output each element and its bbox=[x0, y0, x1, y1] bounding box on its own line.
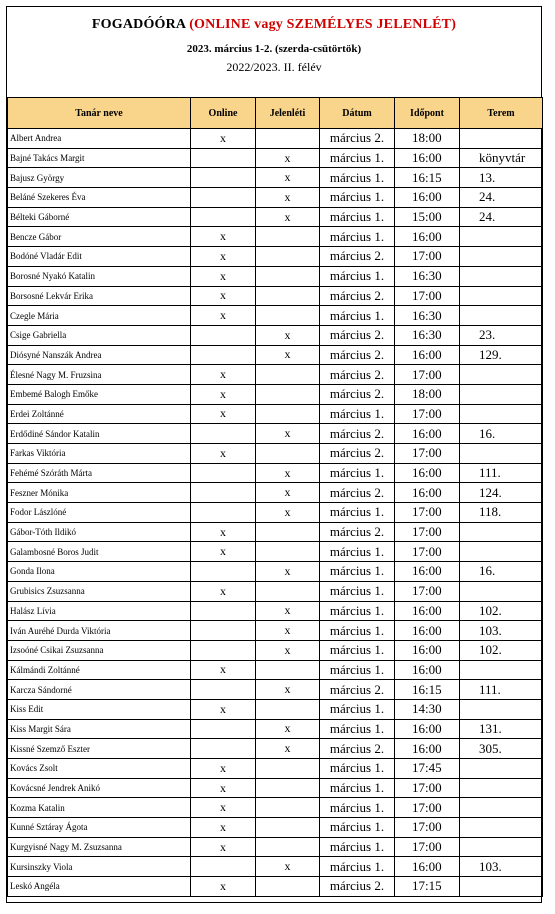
cell-name: Fodor Lászlóné bbox=[8, 503, 191, 523]
cell-room: 305. bbox=[460, 739, 543, 759]
cell-presence: x bbox=[256, 148, 320, 168]
cell-room bbox=[460, 365, 543, 385]
cell-time: 16:00 bbox=[395, 857, 460, 877]
cell-online: x bbox=[191, 306, 256, 326]
cell-room bbox=[460, 247, 543, 267]
cell-room bbox=[460, 227, 543, 247]
cell-time: 16:30 bbox=[395, 266, 460, 286]
cell-date: március 2. bbox=[320, 877, 395, 897]
cell-online: x bbox=[191, 247, 256, 267]
cell-presence: x bbox=[256, 188, 320, 208]
table-row bbox=[8, 778, 543, 798]
cell-room: 24. bbox=[460, 207, 543, 227]
cell-time: 16:00 bbox=[395, 640, 460, 660]
cell-name: Kursinszky Viola bbox=[8, 857, 191, 877]
cell-room: 23. bbox=[460, 325, 543, 345]
table-row bbox=[8, 522, 543, 542]
cell-time: 17:00 bbox=[395, 247, 460, 267]
cell-date: március 2. bbox=[320, 680, 395, 700]
cell-room: 131. bbox=[460, 719, 543, 739]
cell-date: március 1. bbox=[320, 640, 395, 660]
cell-date: március 1. bbox=[320, 266, 395, 286]
cell-room bbox=[460, 778, 543, 798]
table-row bbox=[8, 542, 543, 562]
cell-date: március 2. bbox=[320, 129, 395, 149]
cell-online: x bbox=[191, 699, 256, 719]
cell-room: 118. bbox=[460, 503, 543, 523]
table-row bbox=[8, 463, 543, 483]
cell-time: 16:00 bbox=[395, 463, 460, 483]
cell-online: x bbox=[191, 818, 256, 838]
cell-date: március 1. bbox=[320, 759, 395, 779]
table-row bbox=[8, 660, 543, 680]
cell-room: 13. bbox=[460, 168, 543, 188]
cell-room: 102. bbox=[460, 601, 543, 621]
cell-date: március 1. bbox=[320, 148, 395, 168]
cell-name: Borosné Nyakó Katalin bbox=[8, 266, 191, 286]
cell-presence bbox=[256, 522, 320, 542]
cell-time: 18:00 bbox=[395, 384, 460, 404]
cell-presence bbox=[256, 759, 320, 779]
cell-date: március 1. bbox=[320, 542, 395, 562]
cell-room: 103. bbox=[460, 857, 543, 877]
cell-online bbox=[191, 325, 256, 345]
cell-name: Farkas Viktória bbox=[8, 444, 191, 464]
cell-name: Bodóné Vladár Edit bbox=[8, 247, 191, 267]
cell-name: Kiss Margit Sára bbox=[8, 719, 191, 739]
cell-time: 16:00 bbox=[395, 424, 460, 444]
cell-name: Embemé Balogh Emőke bbox=[8, 384, 191, 404]
cell-room bbox=[460, 759, 543, 779]
cell-presence: x bbox=[256, 680, 320, 700]
table-row bbox=[8, 129, 543, 149]
cell-room: 124. bbox=[460, 483, 543, 503]
cell-time: 17:00 bbox=[395, 503, 460, 523]
cell-online: x bbox=[191, 542, 256, 562]
cell-online bbox=[191, 148, 256, 168]
cell-online bbox=[191, 719, 256, 739]
cell-room bbox=[460, 306, 543, 326]
cell-name: Albert Andrea bbox=[8, 129, 191, 149]
cell-room: 111. bbox=[460, 680, 543, 700]
cell-date: március 1. bbox=[320, 463, 395, 483]
cell-online: x bbox=[191, 227, 256, 247]
cell-room: könyvtár bbox=[460, 148, 543, 168]
table-row bbox=[8, 325, 543, 345]
cell-date: március 2. bbox=[320, 325, 395, 345]
table-row bbox=[8, 168, 543, 188]
cell-time: 17:00 bbox=[395, 818, 460, 838]
cell-online: x bbox=[191, 286, 256, 306]
cell-presence bbox=[256, 778, 320, 798]
cell-name: Kunné Sztáray Ágota bbox=[8, 818, 191, 838]
cell-online bbox=[191, 640, 256, 660]
cell-date: március 1. bbox=[320, 798, 395, 818]
cell-time: 16:00 bbox=[395, 660, 460, 680]
table-row bbox=[8, 266, 543, 286]
cell-presence bbox=[256, 660, 320, 680]
cell-date: március 1. bbox=[320, 207, 395, 227]
page-title bbox=[7, 7, 541, 33]
cell-room: 103. bbox=[460, 621, 543, 641]
cell-name: Kissné Szemző Eszter bbox=[8, 739, 191, 759]
cell-time: 17:45 bbox=[395, 759, 460, 779]
cell-presence bbox=[256, 837, 320, 857]
cell-room: 24. bbox=[460, 188, 543, 208]
cell-presence bbox=[256, 699, 320, 719]
col-header-name: Tanár neve bbox=[8, 98, 191, 129]
cell-name: Bajné Takács Margit bbox=[8, 148, 191, 168]
cell-name: Izsoóné Csikai Zsuzsanna bbox=[8, 640, 191, 660]
cell-presence bbox=[256, 266, 320, 286]
cell-date: március 1. bbox=[320, 227, 395, 247]
cell-presence: x bbox=[256, 739, 320, 759]
cell-name: Kovácsné Jendrek Anikó bbox=[8, 778, 191, 798]
cell-presence: x bbox=[256, 345, 320, 365]
cell-time: 17:00 bbox=[395, 522, 460, 542]
cell-online: x bbox=[191, 798, 256, 818]
cell-presence bbox=[256, 542, 320, 562]
cell-presence: x bbox=[256, 857, 320, 877]
cell-online bbox=[191, 601, 256, 621]
cell-name: Borsosné Lekvár Erika bbox=[8, 286, 191, 306]
col-header-time: Időpont bbox=[395, 98, 460, 129]
cell-time: 16:15 bbox=[395, 168, 460, 188]
cell-name: Bajusz György bbox=[8, 168, 191, 188]
cell-online bbox=[191, 207, 256, 227]
table-row bbox=[8, 798, 543, 818]
table-row bbox=[8, 581, 543, 601]
table-row bbox=[8, 503, 543, 523]
cell-room bbox=[460, 699, 543, 719]
cell-date: március 2. bbox=[320, 424, 395, 444]
cell-room bbox=[460, 384, 543, 404]
cell-room bbox=[460, 798, 543, 818]
cell-online: x bbox=[191, 660, 256, 680]
cell-date: március 1. bbox=[320, 188, 395, 208]
cell-date: március 2. bbox=[320, 483, 395, 503]
cell-online bbox=[191, 857, 256, 877]
table-row bbox=[8, 699, 543, 719]
cell-room: 111. bbox=[460, 463, 543, 483]
cell-presence bbox=[256, 444, 320, 464]
table-row bbox=[8, 857, 543, 877]
cell-time: 16:00 bbox=[395, 719, 460, 739]
cell-name: Kálmándi Zoltánné bbox=[8, 660, 191, 680]
cell-room bbox=[460, 266, 543, 286]
cell-online: x bbox=[191, 837, 256, 857]
cell-time: 16:15 bbox=[395, 680, 460, 700]
cell-presence bbox=[256, 384, 320, 404]
table-row bbox=[8, 719, 543, 739]
cell-time: 16:00 bbox=[395, 345, 460, 365]
cell-time: 16:00 bbox=[395, 483, 460, 503]
cell-time: 17:00 bbox=[395, 365, 460, 385]
cell-presence: x bbox=[256, 601, 320, 621]
cell-room bbox=[460, 444, 543, 464]
cell-date: március 1. bbox=[320, 857, 395, 877]
cell-date: március 1. bbox=[320, 503, 395, 523]
cell-online bbox=[191, 483, 256, 503]
cell-date: március 1. bbox=[320, 306, 395, 326]
cell-room bbox=[460, 286, 543, 306]
table-row bbox=[8, 601, 543, 621]
table-row bbox=[8, 444, 543, 464]
cell-presence bbox=[256, 404, 320, 424]
table-row bbox=[8, 483, 543, 503]
col-header-online: Online bbox=[191, 98, 256, 129]
table-row bbox=[8, 404, 543, 424]
date-range: 2023. március 1-2. (szerda-csütörtök) bbox=[186, 43, 362, 55]
cell-name: Gonda Ilona bbox=[8, 562, 191, 582]
cell-date: március 1. bbox=[320, 837, 395, 857]
cell-time: 16:00 bbox=[395, 188, 460, 208]
cell-room bbox=[460, 581, 543, 601]
cell-time: 17:00 bbox=[395, 542, 460, 562]
cell-online: x bbox=[191, 129, 256, 149]
cell-time: 17:00 bbox=[395, 837, 460, 857]
cell-presence bbox=[256, 306, 320, 326]
cell-online: x bbox=[191, 365, 256, 385]
cell-online bbox=[191, 503, 256, 523]
table-row bbox=[8, 227, 543, 247]
cell-online: x bbox=[191, 522, 256, 542]
cell-room bbox=[460, 660, 543, 680]
cell-date: március 2. bbox=[320, 522, 395, 542]
sheet-header bbox=[7, 7, 541, 97]
cell-presence: x bbox=[256, 621, 320, 641]
schedule-sheet bbox=[6, 6, 542, 903]
cell-presence: x bbox=[256, 168, 320, 188]
cell-time: 18:00 bbox=[395, 129, 460, 149]
cell-presence: x bbox=[256, 719, 320, 739]
cell-name: Élesné Nagy M. Fruzsina bbox=[8, 365, 191, 385]
cell-date: március 1. bbox=[320, 778, 395, 798]
cell-name: Gábor-Tóth Ildikó bbox=[8, 522, 191, 542]
cell-name: Kovács Zsolt bbox=[8, 759, 191, 779]
cell-room bbox=[460, 877, 543, 897]
cell-date: március 1. bbox=[320, 818, 395, 838]
cell-presence bbox=[256, 227, 320, 247]
table-row bbox=[8, 188, 543, 208]
cell-room: 16. bbox=[460, 562, 543, 582]
cell-time: 16:30 bbox=[395, 325, 460, 345]
cell-online bbox=[191, 739, 256, 759]
cell-date: március 2. bbox=[320, 345, 395, 365]
col-header-date: Dátum bbox=[320, 98, 395, 129]
table-row bbox=[8, 286, 543, 306]
cell-time: 16:00 bbox=[395, 601, 460, 621]
cell-presence: x bbox=[256, 562, 320, 582]
cell-date: március 2. bbox=[320, 739, 395, 759]
cell-time: 16:00 bbox=[395, 739, 460, 759]
cell-online bbox=[191, 424, 256, 444]
col-header-presence: Jelenléti bbox=[256, 98, 320, 129]
cell-date: március 1. bbox=[320, 581, 395, 601]
table-row bbox=[8, 247, 543, 267]
cell-time: 17:00 bbox=[395, 798, 460, 818]
table-row bbox=[8, 621, 543, 641]
cell-room: 16. bbox=[460, 424, 543, 444]
cell-online bbox=[191, 188, 256, 208]
cell-date: március 1. bbox=[320, 719, 395, 739]
cell-presence bbox=[256, 581, 320, 601]
cell-name: Kiss Edit bbox=[8, 699, 191, 719]
table-row bbox=[8, 148, 543, 168]
semester-label: 2022/2023. II. félév bbox=[226, 60, 322, 74]
table-row bbox=[8, 365, 543, 385]
cell-time: 16:00 bbox=[395, 621, 460, 641]
cell-date: március 1. bbox=[320, 601, 395, 621]
table-row bbox=[8, 384, 543, 404]
title-main: FOGADÓÓRA bbox=[91, 17, 186, 32]
cell-online bbox=[191, 345, 256, 365]
cell-date: március 1. bbox=[320, 699, 395, 719]
cell-online bbox=[191, 562, 256, 582]
cell-name: Csige Gabriella bbox=[8, 325, 191, 345]
table-row bbox=[8, 759, 543, 779]
cell-presence: x bbox=[256, 207, 320, 227]
table-row bbox=[8, 837, 543, 857]
cell-date: március 1. bbox=[320, 660, 395, 680]
table-row bbox=[8, 345, 543, 365]
cell-presence bbox=[256, 877, 320, 897]
cell-online: x bbox=[191, 384, 256, 404]
cell-time: 17:00 bbox=[395, 286, 460, 306]
cell-name: Halász Lívia bbox=[8, 601, 191, 621]
cell-time: 17:00 bbox=[395, 444, 460, 464]
cell-name: Iván Auréhé Durda Viktória bbox=[8, 621, 191, 641]
cell-online bbox=[191, 168, 256, 188]
cell-time: 16:00 bbox=[395, 227, 460, 247]
cell-time: 16:30 bbox=[395, 306, 460, 326]
cell-date: március 1. bbox=[320, 168, 395, 188]
cell-date: március 2. bbox=[320, 444, 395, 464]
cell-presence: x bbox=[256, 463, 320, 483]
cell-room bbox=[460, 837, 543, 857]
cell-online: x bbox=[191, 266, 256, 286]
cell-online: x bbox=[191, 581, 256, 601]
cell-name: Czegle Mária bbox=[8, 306, 191, 326]
cell-name: Bélteki Gáborné bbox=[8, 207, 191, 227]
cell-presence: x bbox=[256, 483, 320, 503]
cell-time: 17:00 bbox=[395, 404, 460, 424]
cell-online: x bbox=[191, 759, 256, 779]
cell-online bbox=[191, 680, 256, 700]
table-row bbox=[8, 207, 543, 227]
table-row bbox=[8, 306, 543, 326]
cell-room: 129. bbox=[460, 345, 543, 365]
cell-online bbox=[191, 463, 256, 483]
cell-date: március 2. bbox=[320, 384, 395, 404]
cell-presence bbox=[256, 798, 320, 818]
cell-name: Feszner Mónika bbox=[8, 483, 191, 503]
cell-room bbox=[460, 129, 543, 149]
table-row bbox=[8, 680, 543, 700]
cell-online: x bbox=[191, 444, 256, 464]
cell-presence: x bbox=[256, 325, 320, 345]
table-row bbox=[8, 640, 543, 660]
cell-room: 102. bbox=[460, 640, 543, 660]
cell-name: Beláné Szekeres Éva bbox=[8, 188, 191, 208]
cell-time: 16:00 bbox=[395, 148, 460, 168]
cell-presence bbox=[256, 129, 320, 149]
cell-date: március 1. bbox=[320, 562, 395, 582]
cell-presence bbox=[256, 365, 320, 385]
title-mode: (ONLINE vagy SZEMÉLYES JELENLÉT) bbox=[189, 17, 457, 32]
cell-date: március 2. bbox=[320, 247, 395, 267]
schedule-table bbox=[7, 97, 543, 897]
cell-presence: x bbox=[256, 424, 320, 444]
cell-name: Kozma Katalin bbox=[8, 798, 191, 818]
cell-date: március 2. bbox=[320, 286, 395, 306]
cell-presence: x bbox=[256, 640, 320, 660]
cell-time: 17:00 bbox=[395, 778, 460, 798]
cell-name: Erdei Zoltánné bbox=[8, 404, 191, 424]
table-header-row bbox=[8, 98, 543, 129]
cell-date: március 1. bbox=[320, 404, 395, 424]
cell-name: Karcza Sándorné bbox=[8, 680, 191, 700]
cell-time: 17:00 bbox=[395, 581, 460, 601]
col-header-room: Terem bbox=[460, 98, 543, 129]
cell-time: 17:15 bbox=[395, 877, 460, 897]
table-body bbox=[8, 129, 543, 897]
cell-name: Galambosné Boros Judit bbox=[8, 542, 191, 562]
cell-date: március 2. bbox=[320, 365, 395, 385]
cell-room bbox=[460, 818, 543, 838]
cell-name: Kurgyisné Nagy M. Zsuzsanna bbox=[8, 837, 191, 857]
cell-room bbox=[460, 404, 543, 424]
cell-name: Grubisics Zsuzsanna bbox=[8, 581, 191, 601]
cell-name: Bencze Gábor bbox=[8, 227, 191, 247]
table-row bbox=[8, 877, 543, 897]
cell-presence: x bbox=[256, 503, 320, 523]
table-row bbox=[8, 424, 543, 444]
table-row bbox=[8, 818, 543, 838]
cell-name: Leskó Angéla bbox=[8, 877, 191, 897]
cell-online: x bbox=[191, 404, 256, 424]
cell-presence bbox=[256, 247, 320, 267]
cell-room bbox=[460, 522, 543, 542]
cell-time: 16:00 bbox=[395, 562, 460, 582]
cell-room bbox=[460, 542, 543, 562]
cell-time: 14:30 bbox=[395, 699, 460, 719]
table-row bbox=[8, 739, 543, 759]
cell-online: x bbox=[191, 877, 256, 897]
table-row bbox=[8, 562, 543, 582]
cell-name: Fehémé Szóráth Márta bbox=[8, 463, 191, 483]
cell-date: március 1. bbox=[320, 621, 395, 641]
cell-name: Diósyné Nanszák Andrea bbox=[8, 345, 191, 365]
cell-presence bbox=[256, 818, 320, 838]
cell-online bbox=[191, 621, 256, 641]
cell-presence bbox=[256, 286, 320, 306]
cell-time: 15:00 bbox=[395, 207, 460, 227]
cell-name: Erdődiné Sándor Katalin bbox=[8, 424, 191, 444]
cell-online: x bbox=[191, 778, 256, 798]
